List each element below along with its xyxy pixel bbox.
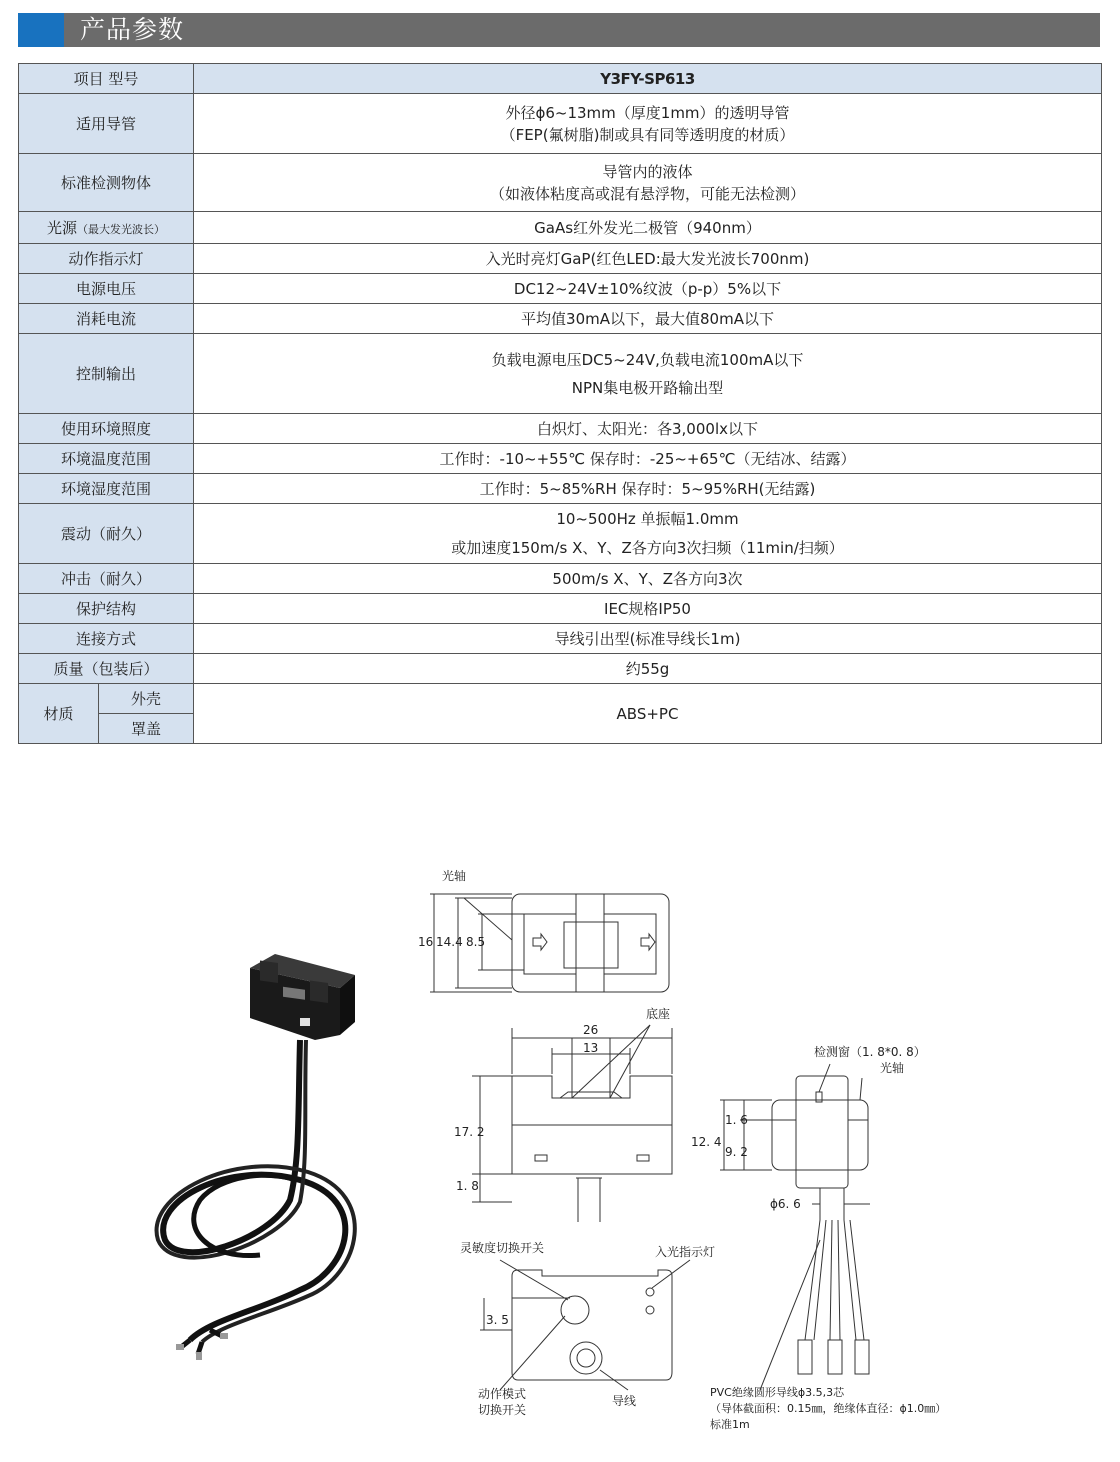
label-window: 检测窗（1. 8*0. 8） (814, 1045, 926, 1059)
table-row (19, 244, 1102, 274)
table-row (19, 594, 1102, 624)
dim-12-4: 12. 4 (691, 1135, 722, 1149)
label-mode-switch-1: 动作模式 (478, 1387, 527, 1401)
row-label: 标准检测物体 (19, 154, 194, 212)
dim-6-6: ϕ6. 6 (770, 1197, 801, 1211)
row-label: 环境温度范围 (19, 444, 194, 474)
table-row (19, 274, 1102, 304)
dimension-drawing (400, 860, 1020, 1440)
row-label: 控制输出 (19, 334, 194, 414)
table-row (19, 624, 1102, 654)
row-value: 白炽灯、太阳光：各3,000lx以下 (194, 414, 1102, 444)
table-row (19, 94, 1102, 154)
table-row-material (19, 684, 1102, 714)
row-label: 质量（包装后） (19, 654, 194, 684)
row-value: 500m/s X、Y、Z各方向3次 (194, 564, 1102, 594)
table-row (19, 474, 1102, 504)
row-value: 外径ϕ6~13mm（厚度1mm）的透明导管 （FEP(氟树脂)制或具有同等透明度的材质） (194, 94, 1102, 154)
dim-26: 26 (583, 1023, 599, 1037)
row-value: 导管内的液体 （如液体粘度高或混有悬浮物，可能无法检测） (194, 154, 1102, 212)
dim-1-8: 1. 8 (456, 1179, 479, 1193)
row-label: 适用导管 (19, 94, 194, 154)
label-sensitivity-switch: 灵敏度切换开关 (460, 1241, 545, 1255)
row-label: 连接方式 (19, 624, 194, 654)
section-header (18, 13, 1100, 47)
table-row (19, 504, 1102, 564)
row-label: 震动（耐久） (19, 504, 194, 564)
table-row (19, 444, 1102, 474)
dim-16: 16 (418, 935, 434, 949)
row-label: 电源电压 (19, 274, 194, 304)
row-value: 10~500Hz 单振幅1.0mm 或加速度150m/s X、Y、Z各方向3次扫频（11min/扫频） (194, 504, 1102, 564)
label-cable-3: 标准1m (710, 1418, 750, 1431)
row-label: 光源（最大发光波长） (19, 212, 194, 244)
label-mode-switch-2: 切换开关 (478, 1403, 527, 1417)
label-indicator: 入光指示灯 (655, 1245, 716, 1259)
dim-14-4: 14.4 (436, 935, 463, 949)
section-title: 产品参数 (80, 15, 185, 44)
dim-17-2: 17. 2 (454, 1125, 485, 1139)
product-photo (150, 940, 390, 1370)
header-accent (18, 13, 64, 47)
row-label: 使用环境照度 (19, 414, 194, 444)
header-label: 项目 型号 (19, 64, 194, 94)
dim-1-6: 1. 6 (725, 1113, 748, 1127)
row-value: DC12~24V±10%纹波（p-p）5%以下 (194, 274, 1102, 304)
label-cable-2: （导体截面积：0.15㎜，绝缘体直径：ϕ1.0㎜） (710, 1402, 947, 1415)
material-value: ABS+PC (194, 684, 1102, 744)
table-row (19, 414, 1102, 444)
dim-9-2: 9. 2 (725, 1145, 748, 1159)
row-value: 约55g (194, 654, 1102, 684)
row-label: 消耗电流 (19, 304, 194, 334)
material-sub-cover: 罩盖 (99, 714, 194, 744)
row-value: IEC规格IP50 (194, 594, 1102, 624)
material-sub-shell: 外壳 (99, 684, 194, 714)
row-value: 入光时亮灯GaP(红色LED:最大发光波长700nm) (194, 244, 1102, 274)
spec-table (18, 63, 1102, 744)
dim-8-5: 8.5 (466, 935, 486, 949)
row-value: 工作时：-10~+55℃ 保存时：-25~+65℃（无结冰、结露） (194, 444, 1102, 474)
row-value: 平均值30mA以下，最大值80mA以下 (194, 304, 1102, 334)
table-row (19, 334, 1102, 414)
row-label: 冲击（耐久） (19, 564, 194, 594)
table-row (19, 212, 1102, 244)
row-value: 工作时：5~85%RH 保存时：5~95%RH(无结露) (194, 474, 1102, 504)
row-label: 保护结构 (19, 594, 194, 624)
table-row (19, 654, 1102, 684)
label-cable-1: PVC绝缘圆形导线ϕ3.5,3芯 (710, 1386, 845, 1399)
label-optical-axis-2: 光轴 (880, 1061, 905, 1075)
label-base: 底座 (646, 1007, 671, 1021)
table-row (19, 154, 1102, 212)
label-lead: 导线 (612, 1394, 637, 1408)
row-label: 动作指示灯 (19, 244, 194, 274)
table-row (19, 304, 1102, 334)
material-label: 材质 (19, 684, 99, 744)
model-name: Y3FY-SP613 (194, 64, 1102, 94)
table-header-row (19, 64, 1102, 94)
row-value: GaAs红外发光二极管（940nm） (194, 212, 1102, 244)
dim-3-5: 3. 5 (486, 1313, 509, 1327)
label-optical-axis: 光轴 (442, 869, 467, 883)
row-label: 环境湿度范围 (19, 474, 194, 504)
row-value: 导线引出型(标准导线长1m) (194, 624, 1102, 654)
row-value: 负载电源电压DC5~24V,负载电流100mA以下 NPN集电极开路输出型 (194, 334, 1102, 414)
dim-13: 13 (583, 1041, 599, 1055)
table-row (19, 564, 1102, 594)
